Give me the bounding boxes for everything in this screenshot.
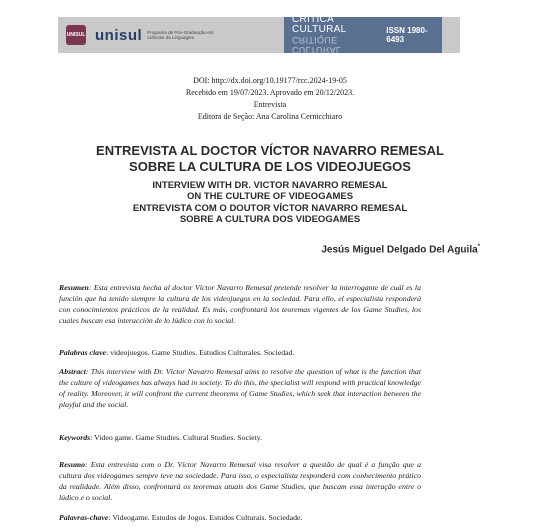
journal-title-box	[284, 14, 442, 55]
keywords-portuguese: Palavras-chave: Videogame. Estudos de Jogos. Estudos Culturais. Sociedade.	[59, 513, 303, 522]
journal-title: CRÍTICA CULTURAL CULTURAL CRITIQUE	[284, 15, 386, 55]
journal-banner	[58, 14, 460, 55]
university-name: unisul	[95, 26, 143, 44]
dates-line: Recebido em 19/07/2023. Aprovado em 20/12/2023.	[185, 88, 355, 97]
article-type: Entrevista	[253, 100, 287, 109]
title-spanish: ENTREVISTA AL DOCTOR VÍCTOR NAVARRO REMESAL SOBRE LA CULTURA DE LOS VIDEOJUEGOS	[96, 143, 444, 174]
unisul-logo-icon: UNISUL	[66, 25, 86, 45]
abstract-portuguese: Resumo: Esta entrevista com o Dr. Víctor Navarro Remesal visa resolver a questão de qual é a função que a cultura dos videogames sempre teve na sociedade. Para isso, o especialista responderá com conhecimento prático da realidade. Além disso, confrontará os teoremas atuais dos Game Studies, que buscam essa interação entre o lúdico e o social.	[59, 460, 421, 502]
abstract-spanish: Resumen: Esta entrevista hecha al doctor Víctor Navarro Remesal pretende resolver la interrogante de cuál es la función que ha tenido siempre la cultura de los videojuegos en la sociedad. Para ello, el especialista responderá con conocimientos prácticos de la realidad. Es más, confrontará los teoremas vigentes de los Game Studies, los cuales buscan esa interacción de lo lúdico con lo social.	[59, 283, 421, 325]
author-name: Jesús Miguel Delgado Del Aguila*	[321, 244, 480, 256]
program-name: Programa de Pós-Graduação em Ciências da Linguagem	[147, 30, 214, 40]
doi-line: DOI: http://dx.doi.org/10.19177/rcc.2024-19-05	[193, 76, 347, 85]
title-english: INTERVIEW WITH DR. VICTOR NAVARRO REMESAL ON THE CULTURE OF VIDEOGAMES	[152, 180, 388, 202]
keywords-spanish: Palabras clave: videojuegos. Game Studies. Estudios Culturales. Sociedad.	[59, 348, 295, 357]
keywords-english: Keywords: Video game. Game Studies. Cultural Studies. Society.	[59, 433, 263, 442]
title-portuguese: ENTREVISTA COM O DOUTOR VÍCTOR NAVARRO REMESAL SOBRE A CULTURA DOS VIDEOGAMES	[132, 203, 408, 225]
issn-label: ISSN 1980-6493	[386, 26, 428, 44]
journal-title-mirror: CULTURAL CRITIQUE	[292, 35, 341, 55]
abstract-english: Abstract: This interview with Dr. Víctor Navarro Remesal aims to resolve the question of what is the function that the culture of videogames has always had in society. To do this, the specialist will respond with practical knowledge of reality. Moreover, it will confront the current theorems of Game Studies, which seek that interaction between the playful and the social.	[59, 367, 421, 409]
section-editor: Editora de Seção: Ana Carolina Cernicchiaro	[197, 112, 343, 121]
